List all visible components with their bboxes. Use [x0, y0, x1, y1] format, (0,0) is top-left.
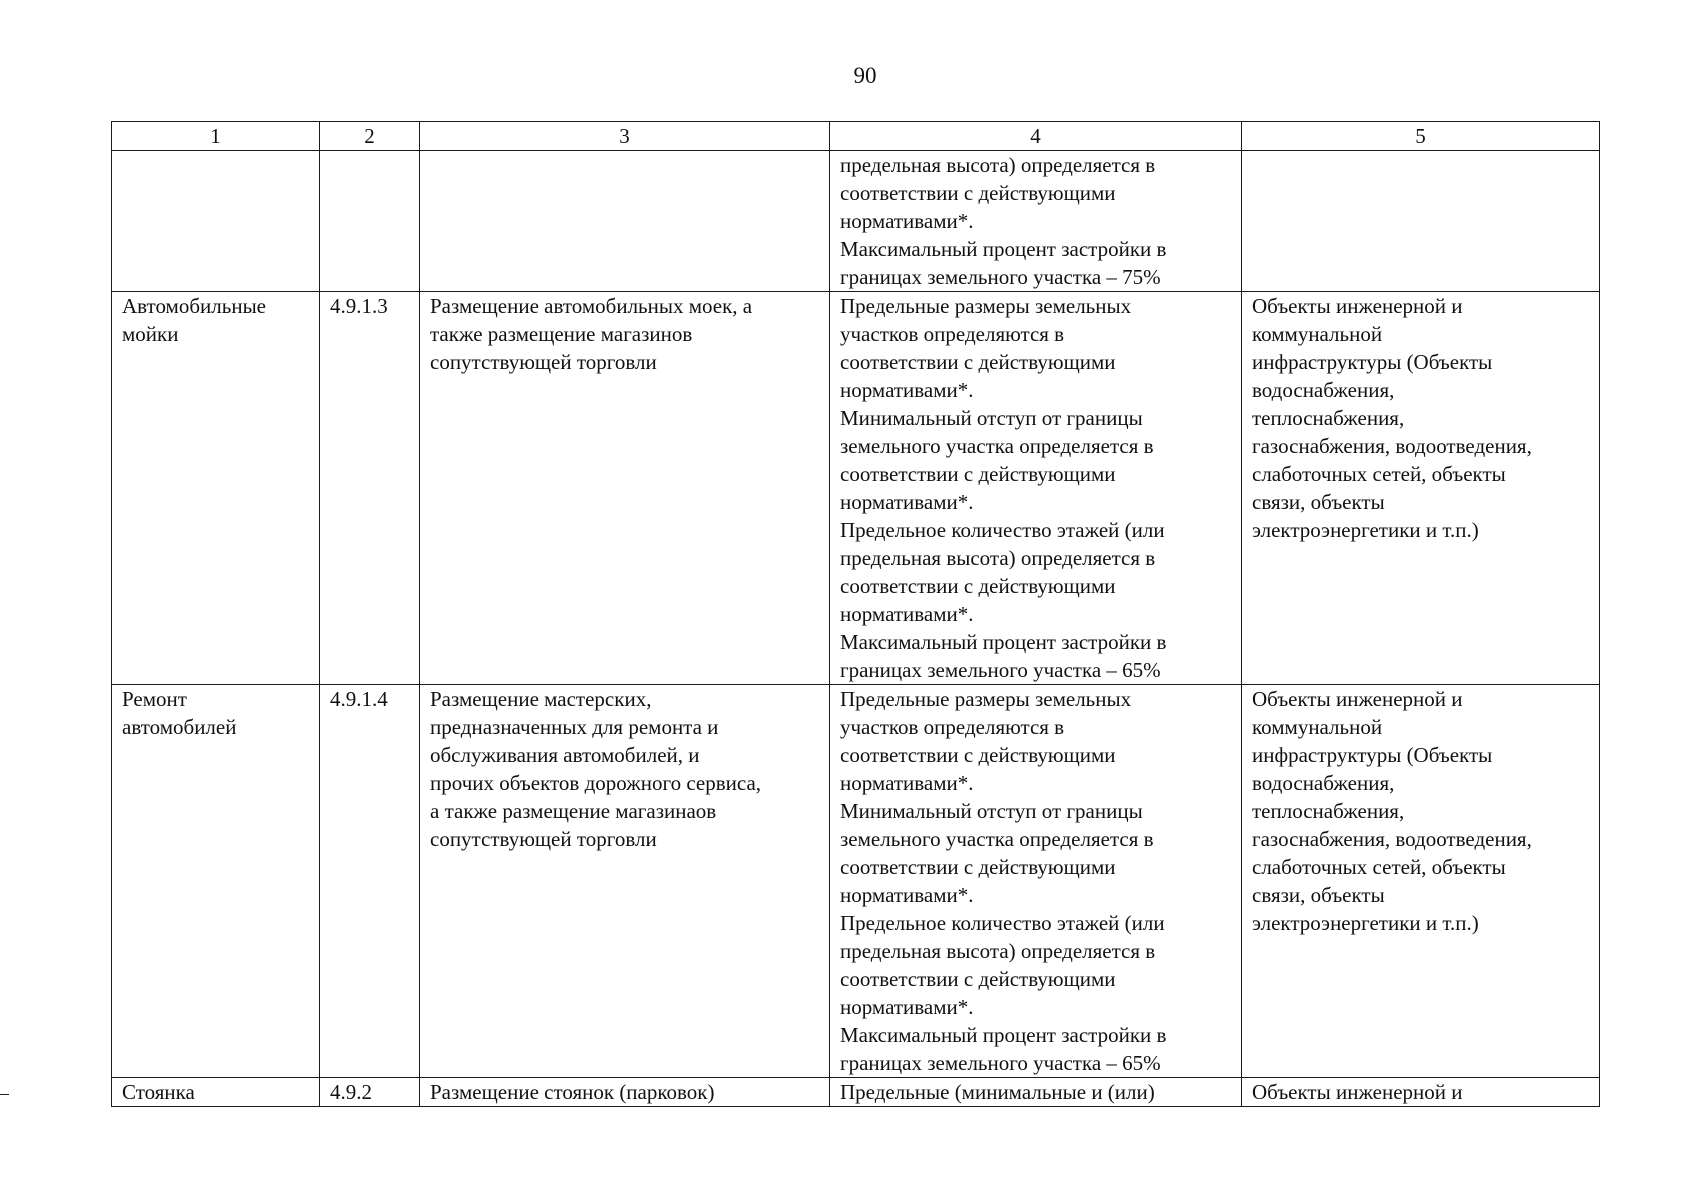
use-description-cell — [420, 1078, 830, 1107]
text-line: теплоснабжения, — [1252, 406, 1405, 430]
text-line: сопутствующей торговли — [430, 350, 657, 374]
text-line: нормативами*. — [840, 490, 974, 514]
text-line: Предельные размеры земельных — [840, 294, 1132, 318]
auxiliary-cell — [1242, 685, 1600, 1078]
text-line: предназначенных для ремонта и — [430, 715, 719, 739]
use-name-cell — [112, 685, 320, 1078]
text-line: нормативами*. — [840, 995, 974, 1019]
text-line: нормативами*. — [840, 209, 974, 233]
text-line: нормативами*. — [840, 771, 974, 795]
text-line: а также размещение магазинаов — [430, 799, 717, 823]
text-line: Объекты инженерной и — [1252, 294, 1463, 318]
use-description-cell — [420, 151, 830, 292]
auxiliary-cell — [1242, 151, 1600, 292]
page-number: 90 — [853, 63, 877, 88]
text-line: коммунальной — [1252, 322, 1383, 346]
text-line: водоснабжения, — [1252, 378, 1395, 402]
table-row-car-repair — [112, 685, 1600, 1078]
text-line: соответствии с действующими — [840, 350, 1116, 374]
text-line: границах земельного участка – 65% — [840, 1051, 1161, 1075]
text-line: соответствии с действующими — [840, 574, 1116, 598]
header-row — [112, 122, 1600, 151]
parameters-cell — [830, 685, 1242, 1078]
text-line: соответствии с действующими — [840, 967, 1116, 991]
text-line: соответствии с действующими — [840, 743, 1116, 767]
text-line: участков определяются в — [840, 715, 1065, 739]
text-line: нормативами*. — [840, 883, 974, 907]
text-line: нормативами*. — [840, 378, 974, 402]
table-header — [112, 122, 1600, 151]
use-description-cell — [420, 292, 830, 685]
use-code-cell: 4.9.1.4 — [320, 685, 420, 1078]
text-line: коммунальной — [1252, 715, 1383, 739]
text-line: Стоянка — [122, 1080, 195, 1104]
text-line: предельная высота) определяется в — [840, 939, 1156, 963]
text-line: электроэнергетики и т.п.) — [1252, 911, 1479, 935]
text-line: автомобилей — [122, 715, 237, 739]
text-line: земельного участка определяется в — [840, 827, 1154, 851]
text-line: связи, объекты — [1252, 490, 1385, 514]
text-line: слаботочных сетей, объекты — [1252, 462, 1506, 486]
parameters-cell — [830, 151, 1242, 292]
text-line: Автомобильные — [122, 294, 266, 318]
auxiliary-cell — [1242, 292, 1600, 685]
text-line: газоснабжения, водоотведения, — [1252, 434, 1532, 458]
text-line: инфраструктуры (Объекты — [1252, 350, 1493, 374]
text-line: Объекты инженерной и — [1252, 687, 1463, 711]
text-line: Объекты инженерной и — [1252, 1080, 1463, 1104]
text-line: предельная высота) определяется в — [840, 546, 1156, 570]
text-line: инфраструктуры (Объекты — [1252, 743, 1493, 767]
parameters-cell — [830, 292, 1242, 685]
use-name-cell — [112, 151, 320, 292]
margin-mark — [0, 1094, 9, 1095]
text-line: Минимальный отступ от границы — [840, 799, 1143, 823]
header-col-4: 4 — [830, 122, 1242, 151]
text-line: водоснабжения, — [1252, 771, 1395, 795]
text-line: сопутствующей торговли — [430, 827, 657, 851]
text-line: Размещение автомобильных моек, а — [430, 294, 753, 318]
text-line: Ремонт — [122, 687, 187, 711]
table-row-continuation — [112, 151, 1600, 292]
text-line: слаботочных сетей, объекты — [1252, 855, 1506, 879]
header-col-2: 2 — [320, 122, 420, 151]
header-col-5: 5 — [1242, 122, 1600, 151]
text-line: Максимальный процент застройки в — [840, 237, 1167, 261]
use-code-cell — [320, 151, 420, 292]
table-body — [112, 151, 1600, 1107]
text-line: Предельные размеры земельных — [840, 687, 1132, 711]
zoning-table — [111, 121, 1600, 1107]
text-line: Предельное количество этажей (или — [840, 518, 1165, 542]
use-name-cell — [112, 1078, 320, 1107]
text-line: теплоснабжения, — [1252, 799, 1405, 823]
text-line: земельного участка определяется в — [840, 434, 1154, 458]
text-line: предельная высота) определяется в — [840, 153, 1156, 177]
text-line: нормативами*. — [840, 602, 974, 626]
use-description-cell — [420, 685, 830, 1078]
auxiliary-cell — [1242, 1078, 1600, 1107]
table-row-parking — [112, 1078, 1600, 1107]
header-col-3: 3 — [420, 122, 830, 151]
text-line: газоснабжения, водоотведения, — [1252, 827, 1532, 851]
text-line: участков определяются в — [840, 322, 1065, 346]
text-line: также размещение магазинов — [430, 322, 693, 346]
text-line: Размещение мастерских, — [430, 687, 652, 711]
text-line: соответствии с действующими — [840, 855, 1116, 879]
header-col-1: 1 — [112, 122, 320, 151]
text-line: Минимальный отступ от границы — [840, 406, 1143, 430]
use-code-cell: 4.9.2 — [320, 1078, 420, 1107]
text-line: Предельное количество этажей (или — [840, 911, 1165, 935]
text-line: границах земельного участка – 65% — [840, 658, 1161, 682]
text-line: обслуживания автомобилей, и — [430, 743, 700, 767]
parameters-cell — [830, 1078, 1242, 1107]
text-line: мойки — [122, 322, 179, 346]
text-line: прочих объектов дорожного сервиса, — [430, 771, 762, 795]
text-line: Размещение стоянок (парковок) — [430, 1080, 715, 1104]
text-line: соответствии с действующими — [840, 181, 1116, 205]
text-line: соответствии с действующими — [840, 462, 1116, 486]
table-row-car-wash — [112, 292, 1600, 685]
text-line: Максимальный процент застройки в — [840, 630, 1167, 654]
text-line: электроэнергетики и т.п.) — [1252, 518, 1479, 542]
text-line: Максимальный процент застройки в — [840, 1023, 1167, 1047]
text-line: границах земельного участка – 75% — [840, 265, 1161, 289]
text-line: Предельные (минимальные и (или) — [840, 1080, 1155, 1104]
text-line: связи, объекты — [1252, 883, 1385, 907]
use-code-cell: 4.9.1.3 — [320, 292, 420, 685]
use-name-cell — [112, 292, 320, 685]
